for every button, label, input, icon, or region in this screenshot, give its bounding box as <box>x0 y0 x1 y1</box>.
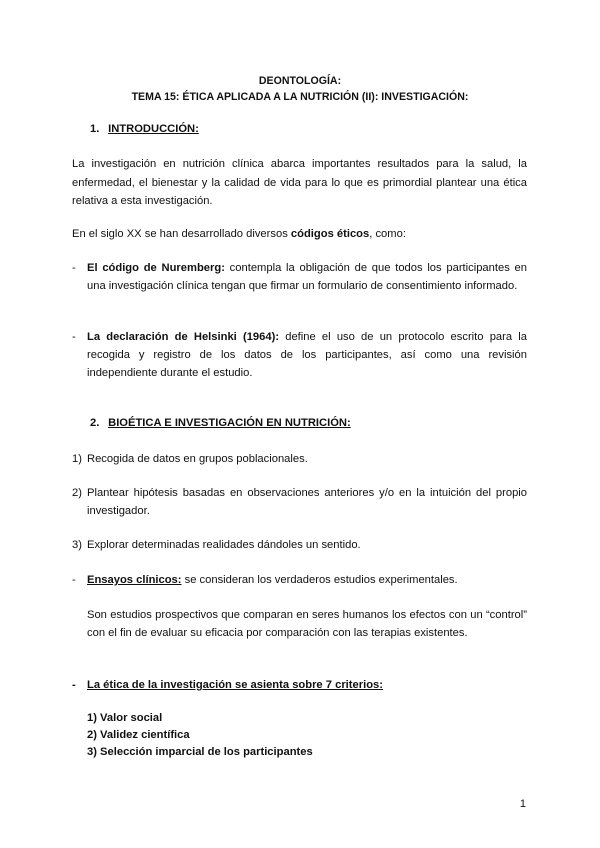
bullet-body <box>87 259 527 295</box>
bullet-mark: - <box>72 574 76 586</box>
bullet-mark: - <box>72 262 76 274</box>
bullet-helsinki <box>72 328 527 382</box>
bullet-label: La declaración de Helsinki (1964): <box>87 331 280 343</box>
list-text: Plantear hipótesis basadas en observaciones anteriores y/o en la intuición del propio investigador. <box>87 487 527 517</box>
codes-paragraph <box>72 225 527 244</box>
bullet-body <box>87 571 527 589</box>
section-1-heading <box>90 121 199 137</box>
trials-detail <box>72 606 527 642</box>
list-text: Explorar determinadas realidades dándoles un sentido. <box>87 539 361 551</box>
trials-detail-text: Son estudios prospectivos que comparan en seres humanos los efectos con un “control” con el fin de evaluar su eficacia por comparación con las terapias existentes. <box>87 609 527 639</box>
bullet-mark: - <box>72 679 76 691</box>
bullet-text: contempla la obligación de que todos los participantes en una investigación clínica tengan que firmar un formulario de consentimiento informado. <box>87 262 527 292</box>
trials-text: se consideran los verdaderos estudios experimentales. <box>181 574 458 586</box>
section-1-title: INTRODUCCIÓN: <box>108 123 199 135</box>
section-2-number: 2. <box>90 417 100 429</box>
section-1-number: 1. <box>90 123 100 135</box>
ethics-label: La ética de la investigación se asienta sobre 7 criterios: <box>87 679 383 691</box>
intro-paragraph: La investigación en nutrición clínica abarca importantes resultados para la salud, la enfermedad, el bienestar y la calidad de vida para lo que es primordial plantear una ética relativa a esta investigación. <box>72 158 527 208</box>
codes-suffix: , como: <box>369 228 406 240</box>
list-number: 2) <box>72 487 82 499</box>
bullet-nuremberg <box>72 259 527 295</box>
document-subject: DEONTOLOGÍA: <box>258 75 342 87</box>
page-number: 1 <box>519 798 526 810</box>
section-2-title: BIOÉTICA E INVESTIGACIÓN EN NUTRICIÓN: <box>108 417 351 429</box>
bullet-text: define el uso de un protocolo escrito para la recogida y registro de los datos de los participantes, así como una revisión independiente durante el estudio. <box>87 331 527 379</box>
bullet-mark: - <box>72 331 76 343</box>
bullet-body <box>87 328 527 382</box>
criteria-item: 3) Selección imparcial de los participantes <box>87 746 313 758</box>
codes-prefix: En el siglo XX se han desarrollado diversos <box>72 228 291 240</box>
bullet-clinical-trials <box>72 571 527 589</box>
criteria-item: 1) Valor social <box>87 712 163 724</box>
list-item <box>72 450 527 468</box>
section-2-heading <box>90 415 351 431</box>
criteria-item: 2) Validez científica <box>87 729 190 741</box>
list-item <box>72 484 527 520</box>
list-item <box>72 536 527 554</box>
bullet-ethics <box>72 676 527 694</box>
list-number: 3) <box>72 539 82 551</box>
bullet-label: El código de Nuremberg: <box>87 262 225 274</box>
codes-bold: códigos éticos <box>290 228 370 240</box>
bullet-body <box>87 676 527 694</box>
document-topic: TEMA 15: ÉTICA APLICADA A LA NUTRICIÓN (II): INVESTIGACIÓN: <box>131 91 469 103</box>
trials-label: Ensayos clínicos: <box>87 574 182 586</box>
list-number: 1) <box>72 453 82 465</box>
list-text: Recogida de datos en grupos poblacionales. <box>87 453 308 465</box>
